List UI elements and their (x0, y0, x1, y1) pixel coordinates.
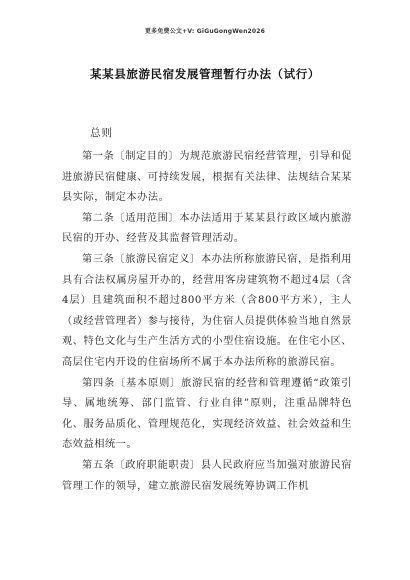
header-promo-note: 更多免费公文+V: GiGuGongWen2026 (144, 28, 266, 35)
article-number: 第五条 (82, 459, 115, 471)
article-number: 第三条 (82, 253, 115, 265)
article-text: 〔制定目的〕为规范旅游民宿经营管理，引导和促进旅游民宿健康、可持续发展，根据有关法律、法规结合某某县实际，制定本办法。 (62, 151, 352, 204)
article-text: 〔基本原则〕旅游民宿的经营和管理遵循“政策引导、属地统筹、部门监管、行业自律”原则，注重品牌特色化、服务品质化、管理规范化，实现经济效益、社会效益和生态效益相统一。 (62, 377, 352, 451)
article-text: 〔政府职能职责〕县人民政府应当加强对旅游民宿管理工作的领导，建立旅游民宿发展统筹协调工作机 (62, 459, 352, 492)
article-5 (62, 456, 352, 497)
article-4 (62, 374, 352, 456)
article-1 (62, 147, 352, 209)
article-text: 〔旅游民宿定义〕本办法所称旅游民宿，是指利用具有合法权属房屋开办的，经营用客房建筑物不超过4层（含4层）且建筑面积不超过800平方米（含800平方米），主人（或经营管理者）参与接待，为住宿人员提供体验当地自然景观、特色文化与生产生活方式的小型住宿设施。在住宅小区、高层住宅内开设的住宿场所不属于本办法所称的旅游民宿。 (62, 253, 352, 368)
article-2 (62, 209, 352, 250)
document-title: 某某县旅游民宿发展管理暂行办法（试行） (90, 67, 320, 81)
section-heading: 总则 (90, 127, 113, 139)
article-text: 〔适用范围〕本办法适用于某某县行政区域内旅游民宿的开办、经营及其监督管理活动。 (62, 212, 352, 245)
article-number: 第四条 (82, 377, 116, 389)
document-body (62, 147, 352, 497)
article-number: 第一条 (82, 151, 115, 162)
article-3 (62, 250, 352, 374)
article-number: 第二条 (82, 212, 115, 224)
